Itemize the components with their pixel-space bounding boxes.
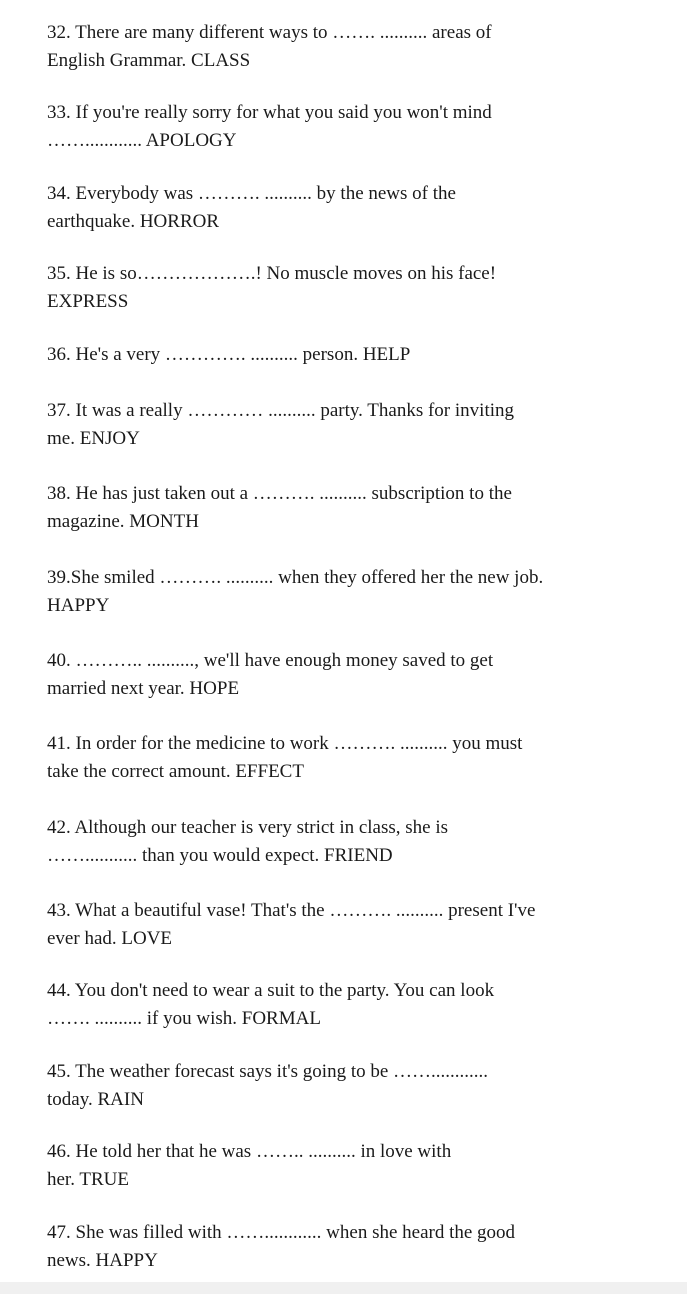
question-37-line-2: me. ENJOY — [47, 428, 140, 449]
question-34-line-1: 34. Everybody was ………. .......... by the news of the — [47, 183, 456, 204]
question-43 — [47, 897, 647, 953]
question-37-line-1: 37. It was a really ………… .......... party. Thanks for inviting — [47, 400, 515, 421]
question-40 — [47, 647, 647, 703]
question-38 — [47, 480, 647, 536]
question-44 — [47, 977, 647, 1033]
question-36 — [47, 341, 647, 369]
question-46 — [47, 1138, 647, 1194]
question-38-line-2: magazine. MONTH — [47, 511, 199, 532]
question-44-line-1: 44. You don't need to wear a suit to the party. You can look — [47, 980, 495, 1001]
question-46-line-1: 46. He told her that he was …….. .......... in love with — [47, 1141, 452, 1162]
question-45-line-1: 45. The weather forecast says it's going to be ……............ — [47, 1061, 489, 1082]
question-34 — [47, 180, 647, 236]
question-43-line-1: 43. What a beautiful vase! That's the ………. .......... present I've — [47, 900, 536, 921]
question-42 — [47, 814, 647, 870]
question-33-line-2: ……............ APOLOGY — [47, 130, 237, 151]
question-32 — [47, 19, 647, 75]
question-42-line-2: ……........... than you would expect. FRIEND — [47, 845, 393, 866]
question-40-line-1: 40. ……….. .........., we'll have enough money saved to get — [47, 650, 494, 671]
question-39 — [47, 564, 647, 620]
question-33 — [47, 99, 647, 155]
question-35 — [47, 260, 647, 316]
question-45-line-2: today. RAIN — [47, 1089, 144, 1110]
question-33-line-1: 33. If you're really sorry for what you said you won't mind — [47, 102, 492, 123]
question-34-line-2: earthquake. HORROR — [47, 211, 220, 232]
question-37 — [47, 397, 647, 453]
question-35-line-1: 35. He is so……………….! No muscle moves on his face! — [47, 263, 497, 284]
question-41-line-1: 41. In order for the medicine to work ………. .......... you must — [47, 733, 523, 754]
question-44-line-2: ……. .......... if you wish. FORMAL — [47, 1008, 321, 1029]
page-bottom-edge — [0, 1282, 687, 1294]
question-38-line-1: 38. He has just taken out a ………. .......... subscription to the — [47, 483, 512, 504]
question-41-line-2: take the correct amount. EFFECT — [47, 761, 304, 782]
question-36-line-1: 36. He's a very …………. .......... person. HELP — [47, 344, 411, 365]
question-42-line-1: 42. Although our teacher is very strict in class, she is — [47, 817, 449, 838]
question-46-line-2: her. TRUE — [47, 1169, 129, 1190]
question-47-line-2: news. HAPPY — [47, 1250, 158, 1271]
question-43-line-2: ever had. LOVE — [47, 928, 173, 949]
question-47-line-1: 47. She was filled with ……............ when she heard the good — [47, 1222, 516, 1243]
question-41 — [47, 730, 647, 786]
question-47 — [47, 1219, 647, 1275]
question-35-line-2: EXPRESS — [47, 291, 129, 312]
question-39-line-1: 39.She smiled ………. .......... when they offered her the new job. — [47, 567, 544, 588]
question-40-line-2: married next year. HOPE — [47, 678, 240, 699]
question-39-line-2: HAPPY — [47, 595, 110, 616]
question-45 — [47, 1058, 647, 1114]
question-32-line-2: English Grammar. CLASS — [47, 50, 251, 71]
question-32-line-1: 32. There are many different ways to ……. .......... areas of — [47, 22, 492, 43]
